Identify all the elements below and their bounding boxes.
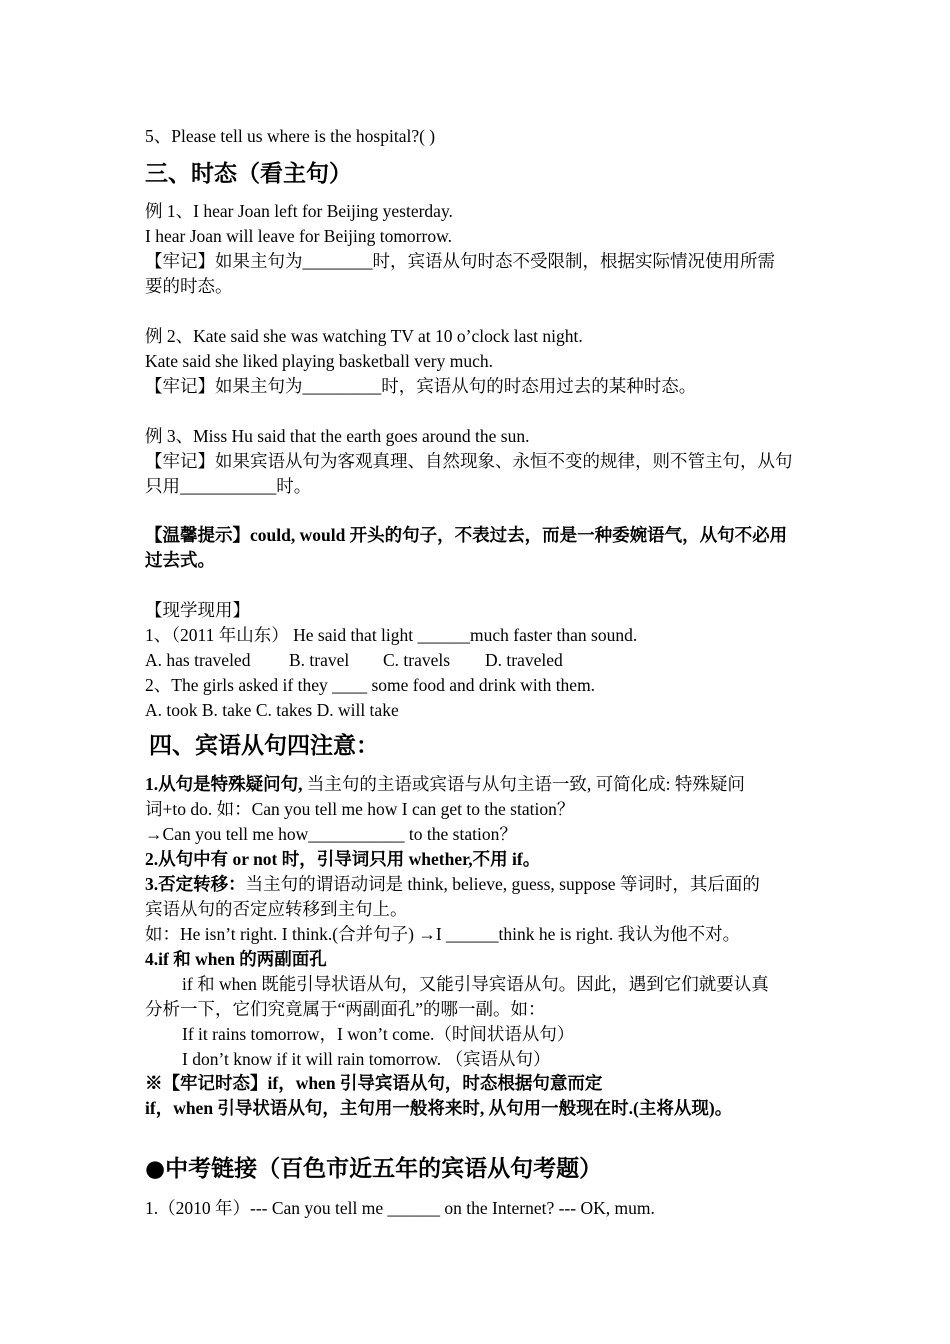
tip-line-2: 过去式。 <box>145 550 215 570</box>
practice-question-1: 1、（2011 年山东） He said that light ______much faster than sound. <box>145 625 638 645</box>
example-3: 例 3、Miss Hu said that the earth goes around the sun. <box>145 426 530 446</box>
exam-link-heading: ●中考链接（百色市近五年的宾语从句考题） <box>145 1156 603 1182</box>
example-2-line-1: 例 2、Kate said she was watching TV at 10 o’clock last night. <box>145 326 583 346</box>
question-5: 5、Please tell us where is the hospital?( ) <box>145 126 436 146</box>
memo-line-1: ※【牢记时态】if，when 引导宾语从句，时态根据句意而定 <box>145 1073 603 1093</box>
note-4-3-line-3: 如：He isn’t right. I think.(合并句子) →I ______think he is right. 我认为他不对。 <box>145 924 741 944</box>
note-3-line-1: 【牢记】如果宾语从句为客观真理、自然现象、永恒不变的规律，则不管主句，从句 <box>145 451 793 471</box>
note-4-3-line-1 <box>145 872 810 897</box>
option-a: A. has traveled <box>145 650 251 670</box>
note-1-line-1: 【牢记】如果主句为________时，宾语从句时态不受限制，根据实际情况使用所需 <box>145 251 775 271</box>
memo-line-2: if，when 引导状语从句，主句用一般将来时, 从句用一般现在时.(主将从现)。 <box>145 1098 733 1118</box>
note-2: 【牢记】如果主句为_________时，宾语从句的时态用过去的某种时态。 <box>145 376 697 396</box>
note-4-4-title: 4.if 和 when 的两副面孔 <box>145 949 327 969</box>
example-1-line-1: 例 1、I hear Joan left for Beijing yesterday. <box>145 201 453 221</box>
option-c: C. travels <box>383 650 451 670</box>
section-3-heading: 三、时态（看主句） <box>145 161 352 187</box>
note-4-3-bold: 3.否定转移： <box>145 874 246 894</box>
note-4-3-rest: 当主句的谓语动词是 think, believe, guess, suppose 等词时，其后面的 <box>245 874 760 894</box>
note-4-3-line-2: 宾语从句的否定应转移到主句上。 <box>145 899 408 919</box>
note-4-1-rest: 当主句的主语或宾语与从句主语一致, 可简化成: 特殊疑问 <box>302 774 745 794</box>
example-1-line-2: I hear Joan will leave for Beijing tomorrow. <box>145 226 452 246</box>
note-4-1-line-3: →Can you tell me how___________ to the station？ <box>145 824 517 844</box>
note-3-line-2: 只用___________时。 <box>145 476 312 496</box>
practice-question-2-options: A. took B. take C. takes D. will take <box>145 700 399 720</box>
note-4-1-line-1 <box>145 772 810 797</box>
note-4-1-bold: 1.从句是特殊疑问句, <box>145 774 303 794</box>
note-4-1-line-2: 词+to do. 如：Can you tell me how I can get to the station？ <box>145 799 575 819</box>
practice-question-1-options <box>145 648 810 673</box>
option-b: B. travel <box>289 650 350 670</box>
note-4-2: 2.从句中有 or not 时，引导词只用 whether,不用 if。 <box>145 849 541 869</box>
exam-question-1: 1.（2010 年）--- Can you tell me ______ on the Internet? --- OK, mum. <box>145 1198 655 1218</box>
note-4-4-example-1: If it rains tomorrow，I won’t come.（时间状语从句） <box>182 1024 575 1044</box>
option-d: D. traveled <box>485 650 563 670</box>
example-2-line-2: Kate said she liked playing basketball very much. <box>145 351 493 371</box>
section-4-heading: 四、宾语从句四注意： <box>149 733 379 759</box>
practice-question-2: 2、The girls asked if they ____ some food and drink with them. <box>145 675 596 695</box>
practice-title: 【现学现用】 <box>145 600 250 620</box>
note-1-line-2: 要的时态。 <box>145 276 233 296</box>
note-4-4-para-line-1: if 和 when 既能引导状语从句，又能引导宾语从句。因此，遇到它们就要认真 <box>182 974 769 994</box>
note-4-4-example-2: I don’t know if it will rain tomorrow. （宾语从句） <box>182 1049 551 1069</box>
note-4-4-para-line-2: 分析一下，它们究竟属于“两副面孔”的哪一副。如： <box>145 999 546 1019</box>
tip-line-1: 【温馨提示】could, would 开头的句子，不表过去，而是一种委婉语气，从句不必用 <box>145 525 788 545</box>
